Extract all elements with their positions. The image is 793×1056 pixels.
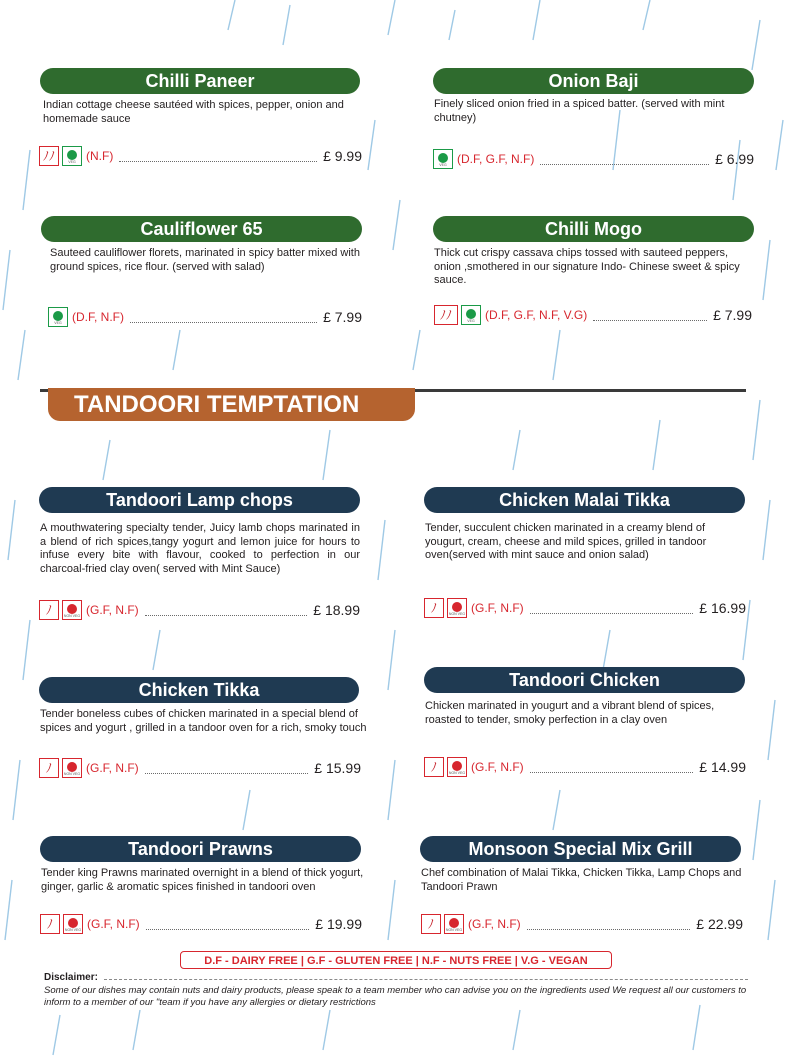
allergen-legend: D.F - DAIRY FREE | G.F - GLUTEN FREE | N.F - NUTS FREE | V.G - VEGAN	[180, 951, 612, 969]
menu-item-cauliflower-65	[41, 216, 362, 242]
veg-badge-icon: VEG	[62, 146, 82, 166]
dot-leader	[145, 605, 308, 616]
veg-badge-icon: VEG	[433, 149, 453, 169]
item-description: Thick cut crispy cassava chips tossed with sauteed peppers, onion ,smothered in our signature Indo- Chinese sweet & spicy sauce.	[434, 247, 740, 286]
chilli-icon: ﾉ	[39, 600, 59, 620]
allergen-codes: (N.F)	[86, 149, 114, 163]
chilli-icon: ﾉﾉ	[39, 146, 59, 166]
item-price: £ 15.99	[314, 760, 361, 776]
allergen-codes: (D.F, N.F)	[72, 310, 124, 324]
item-description: A mouthwatering specialty tender, Juicy lamb chops marinated in a blend of rich spices,tangy yogurt and lemon juice for hours to infuse every bite with flavour, cooked to perfection in our charcoal-fried clay oven( served with Mint Sauce)	[40, 522, 360, 575]
item-title: Chilli Mogo	[433, 216, 754, 242]
item-description: Chef combination of Malai Tikka, Chicken Tikka, Lamp Chops and Tandoori Prawn	[421, 867, 742, 893]
veg-badge-icon: VEG	[48, 307, 68, 327]
chilli-icon: ﾉﾉ	[434, 305, 458, 325]
allergen-codes: (G.F, N.F)	[86, 603, 139, 617]
item-footer-row	[48, 305, 362, 329]
disclaimer-text: Some of our dishes may contain nuts and dairy products, please speak to a team member who can advise you on the ingredients used We request all our customers to inform to a member of our "team if you have any allergies or dietary restrictions	[44, 985, 747, 1008]
chilli-icon: ﾉ	[424, 598, 444, 618]
item-footer-row	[39, 598, 360, 622]
menu-item-onion-baji	[433, 68, 754, 94]
dot-leader	[146, 919, 310, 930]
item-description: Chicken marinated in yougurt and a vibrant blend of spices, roasted to tender, smoky perfection in a clay oven	[425, 700, 715, 726]
item-price: £ 19.99	[315, 916, 362, 932]
nonveg-badge-icon: NON VEG	[62, 600, 82, 620]
item-footer-row	[39, 756, 361, 780]
item-footer-row	[434, 303, 752, 327]
item-title: Cauliflower 65	[41, 216, 362, 242]
item-description: Tender king Prawns marinated overnight in a blend of thick yogurt, ginger, garlic & aromatic spices finished in tandoori oven	[41, 867, 364, 893]
nonveg-badge-icon: NON VEG	[63, 914, 83, 934]
menu-item-chicken-malai-tikka	[424, 487, 745, 513]
menu-item-tandoori-chicken	[424, 667, 745, 693]
nonveg-badge-icon: NON VEG	[447, 757, 467, 777]
item-price: £ 22.99	[696, 916, 743, 932]
item-price: £ 9.99	[323, 148, 362, 164]
item-title: Chicken Malai Tikka	[424, 487, 745, 513]
disclaimer-label: Disclaimer:	[44, 972, 98, 983]
dot-leader	[593, 310, 707, 321]
dot-leader	[530, 603, 694, 614]
item-title: Tandoori Chicken	[424, 667, 745, 693]
allergen-codes: (G.F, N.F)	[471, 760, 524, 774]
item-price: £ 14.99	[699, 759, 746, 775]
item-footer-row	[39, 144, 362, 168]
item-description: Sauteed cauliflower florets, marinated in spicy batter mixed with ground spices, rice flour. (served with salad)	[50, 247, 360, 273]
chilli-icon: ﾉ	[39, 758, 59, 778]
item-description: Tender, succulent chicken marinated in a creamy blend of yougurt, cream, cheese and mild spices, grilled in tandoor oven(served with mint sauce and onion salad)	[425, 522, 707, 561]
chilli-icon: ﾉ	[424, 757, 444, 777]
dot-leader	[527, 919, 691, 930]
disclaimer-divider	[104, 979, 748, 980]
item-price: £ 6.99	[715, 151, 754, 167]
item-title: Chicken Tikka	[39, 677, 359, 703]
dot-leader	[145, 763, 309, 774]
section-title: TANDOORI TEMPTATION	[74, 391, 360, 418]
item-description: Tender boneless cubes of chicken marinated in a special blend of spices and yogurt , grilled in a tandoor oven for a rich, smoky touch	[40, 708, 367, 734]
menu-item-chilli-paneer	[40, 68, 360, 94]
nonveg-badge-icon: NON VEG	[444, 914, 464, 934]
allergen-codes: (D.F, G.F, N.F)	[457, 152, 535, 166]
allergen-codes: (G.F, N.F)	[87, 917, 140, 931]
item-title: Tandoori Lamp chops	[39, 487, 360, 513]
item-footer-row	[433, 147, 754, 171]
item-title: Chilli Paneer	[40, 68, 360, 94]
item-price: £ 7.99	[713, 307, 752, 323]
nonveg-badge-icon: NON VEG	[447, 598, 467, 618]
menu-item-tandoori-lamp-chops	[39, 487, 360, 513]
item-footer-row	[40, 912, 362, 936]
item-footer-row	[424, 755, 746, 779]
item-title: Onion Baji	[433, 68, 754, 94]
item-description: Finely sliced onion fried in a spiced batter. (served with mint chutney)	[434, 98, 725, 124]
menu-item-chilli-mogo	[433, 216, 754, 242]
item-price: £ 18.99	[313, 602, 360, 618]
allergen-codes: (G.F, N.F)	[86, 761, 139, 775]
dot-leader	[530, 762, 694, 773]
allergen-codes: (G.F, N.F)	[468, 917, 521, 931]
item-price: £ 16.99	[699, 600, 746, 616]
allergen-codes: (G.F, N.F)	[471, 601, 524, 615]
dot-leader	[130, 312, 317, 323]
menu-item-monsoon-special-mix-grill	[420, 836, 741, 862]
item-title: Monsoon Special Mix Grill	[420, 836, 741, 862]
chilli-icon: ﾉ	[421, 914, 441, 934]
veg-badge-icon: VEG	[461, 305, 481, 325]
menu-item-tandoori-prawns	[40, 836, 361, 862]
section-header	[48, 388, 415, 421]
item-footer-row	[421, 912, 743, 936]
item-title: Tandoori Prawns	[40, 836, 361, 862]
menu-item-chicken-tikka	[39, 677, 359, 703]
item-footer-row	[424, 596, 746, 620]
chilli-icon: ﾉ	[40, 914, 60, 934]
dot-leader	[540, 154, 709, 165]
allergen-codes: (D.F, G.F, N.F, V.G)	[485, 308, 588, 322]
item-price: £ 7.99	[323, 309, 362, 325]
nonveg-badge-icon: NON VEG	[62, 758, 82, 778]
dot-leader	[119, 151, 317, 162]
item-description: Indian cottage cheese sautéed with spices, pepper, onion and homemade sauce	[43, 99, 344, 125]
